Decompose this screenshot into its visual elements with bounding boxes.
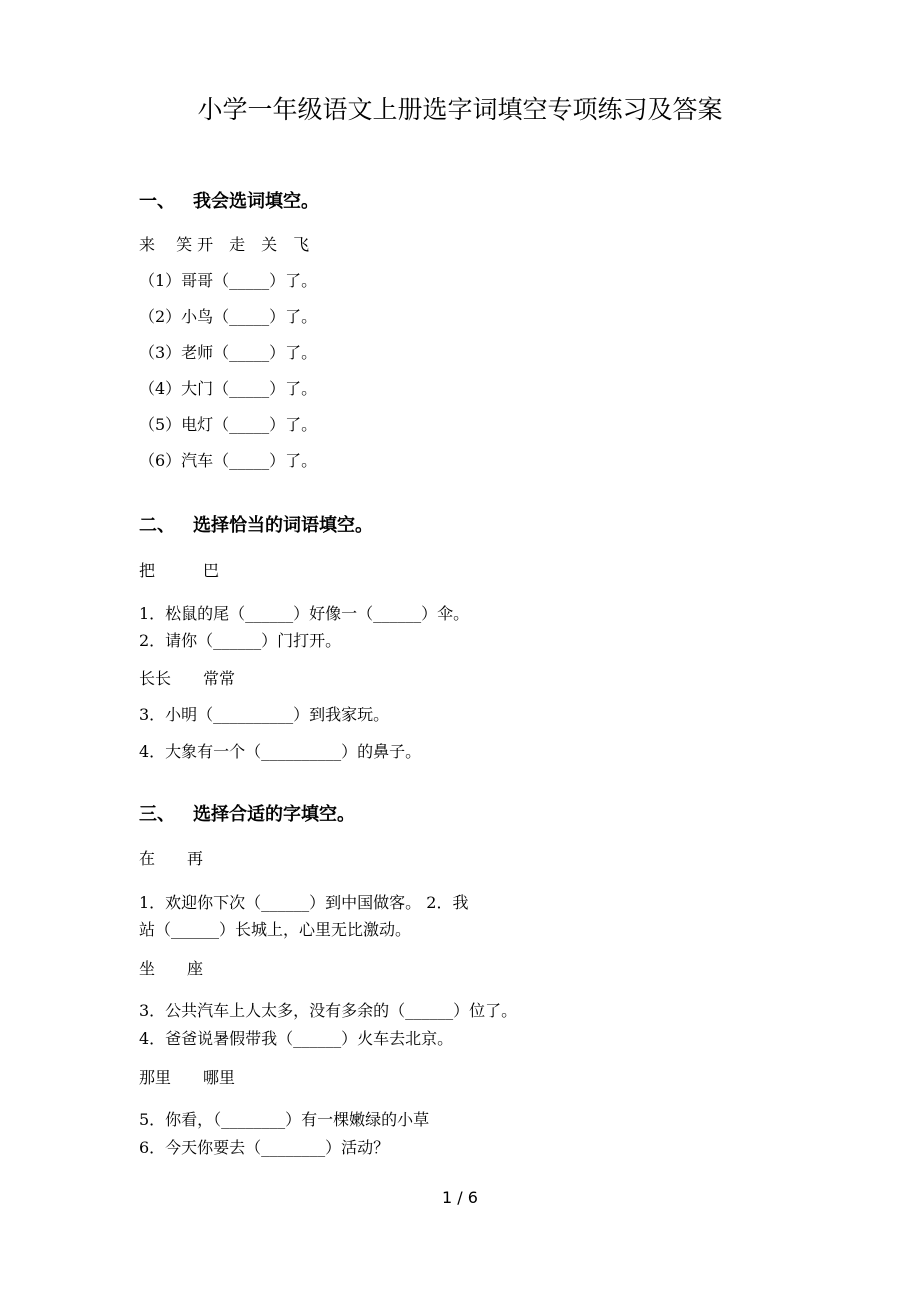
section-2-item-4: 4．大象有一个（__________）的鼻子。 — [139, 742, 422, 761]
section-1-number: 一、 — [139, 191, 175, 212]
section-3-options-2: 坐 座 — [139, 959, 204, 978]
section-3-item-1: 1．欢迎你下次（______）到中国做客。 2．我 — [139, 893, 469, 912]
section-3-item-5: 5．你看，（________）有一棵嫩绿的小草 — [139, 1110, 430, 1129]
section-1-item-5: （5）电灯（_____）了。 — [139, 415, 318, 434]
page-indicator: 1 / 6 — [442, 1188, 478, 1207]
section-3-item-6: 6．今天你要去（________）活动？ — [139, 1138, 390, 1157]
section-3-options-1: 在 再 — [139, 849, 204, 868]
section-3-item-3: 3．公共汽车上人太多，没有多余的（______）位了。 — [139, 1001, 518, 1020]
section-3-options-3: 那里 哪里 — [139, 1068, 236, 1087]
section-1-item-1: （1）哥哥（_____）了。 — [139, 271, 318, 290]
section-2-options-1: 把 巴 — [139, 561, 220, 580]
section-2-number: 二、 — [139, 515, 175, 536]
section-2-heading — [139, 514, 373, 538]
page-title: 小学一年级语文上册选字词填空专项练习及答案 — [197, 95, 723, 124]
section-2-options-2: 长长 常常 — [139, 669, 236, 688]
section-1-heading — [139, 190, 319, 214]
section-1-title: 我会选词填空。 — [193, 191, 319, 212]
section-1-item-6: （6）汽车（_____）了。 — [139, 451, 318, 470]
section-1-item-3: （3）老师（_____）了。 — [139, 343, 318, 362]
section-1-item-4: （4）大门（_____）了。 — [139, 379, 318, 398]
section-3-item-2: 站（______）长城上，心里无比激动。 — [139, 920, 412, 939]
section-3-title: 选择合适的字填空。 — [193, 804, 355, 825]
section-2-title: 选择恰当的词语填空。 — [193, 515, 373, 536]
section-3-heading — [139, 803, 355, 827]
section-3-item-4: 4．爸爸说暑假带我（______）火车去北京。 — [139, 1029, 454, 1048]
section-3-number: 三、 — [139, 804, 175, 825]
section-2-item-3: 3．小明（__________）到我家玩。 — [139, 705, 390, 724]
section-1-options: 来 笑 开 走 关 飞 — [139, 235, 310, 254]
section-2-item-1: 1．松鼠的尾（______）好像一（______）伞。 — [139, 604, 470, 623]
section-2-item-2: 2．请你（______）门打开。 — [139, 631, 342, 650]
section-1-item-2: （2）小鸟（_____）了。 — [139, 307, 318, 326]
